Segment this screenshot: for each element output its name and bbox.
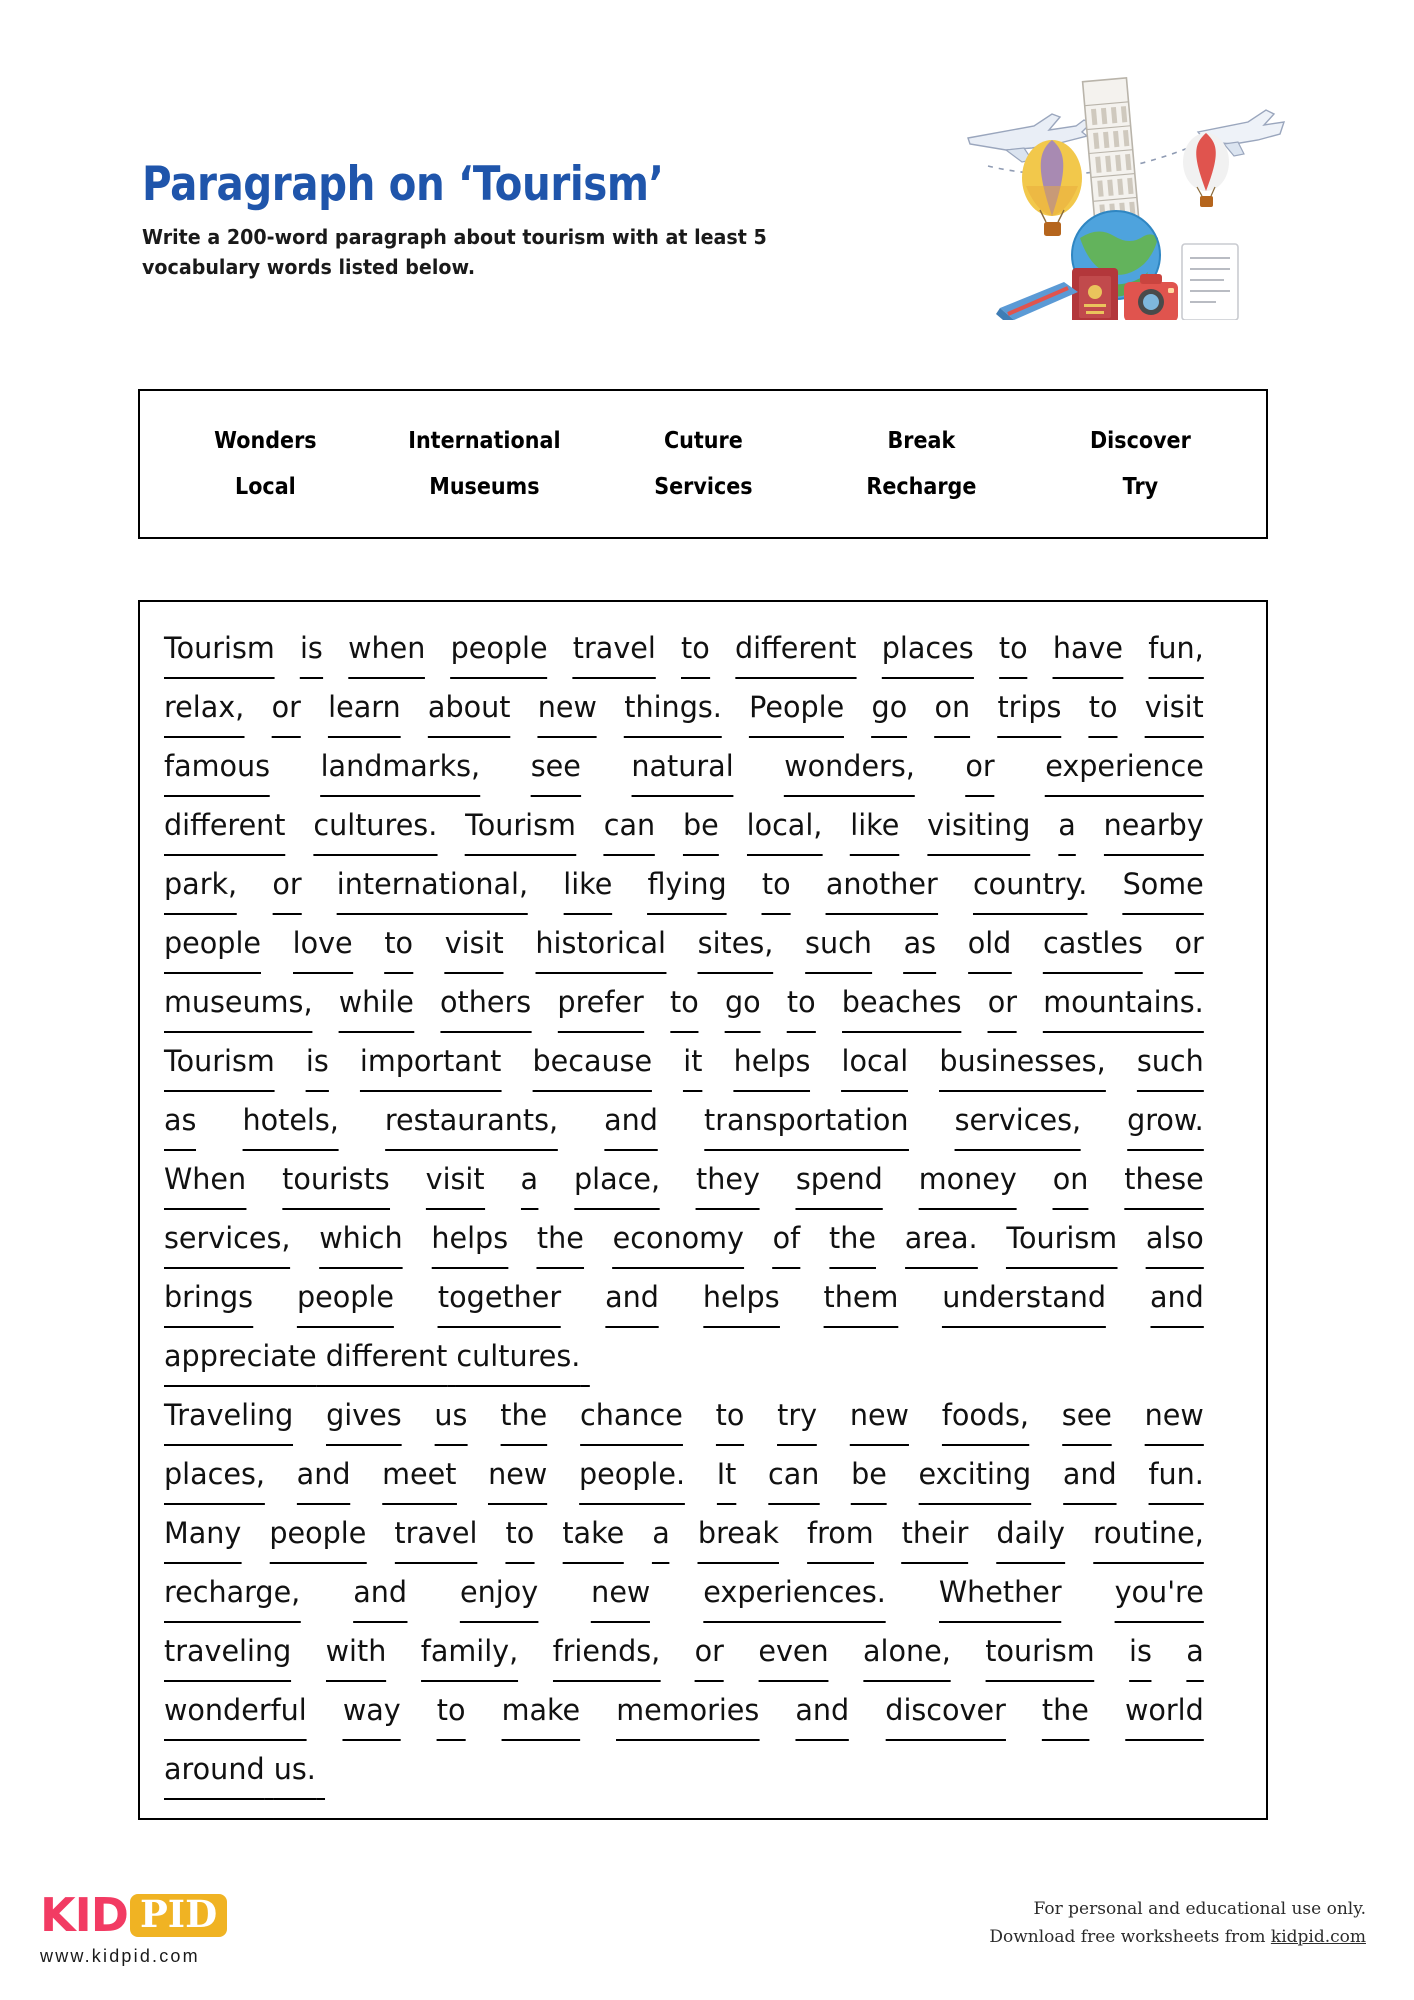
answer-word: learn — [328, 679, 400, 738]
answer-word: tourists — [282, 1151, 390, 1210]
answer-word: when — [348, 620, 425, 679]
answer-word: with — [326, 1623, 387, 1682]
answer-word: museums, — [164, 974, 313, 1033]
answer-line — [164, 1328, 1210, 1387]
answer-word: around — [164, 1741, 265, 1800]
answer-word: people — [297, 1269, 394, 1328]
answer-word: place, — [574, 1151, 660, 1210]
answer-word: people — [164, 915, 261, 974]
answer-word: brings — [164, 1269, 253, 1328]
answer-word: and — [604, 1092, 658, 1151]
answer-word: can — [768, 1446, 819, 1505]
answer-word: experiences. — [703, 1564, 886, 1623]
answer-word: family, — [421, 1623, 518, 1682]
answer-word: together — [438, 1269, 561, 1328]
answer-word: businesses, — [939, 1033, 1105, 1092]
answer-word: daily — [996, 1505, 1065, 1564]
answer-word: way — [343, 1682, 401, 1741]
answer-space — [317, 1328, 326, 1387]
answer-word: mountains. — [1043, 974, 1204, 1033]
answer-word: travel — [394, 1505, 477, 1564]
answer-word: to — [716, 1387, 745, 1446]
answer-line — [164, 1623, 1204, 1682]
answer-line — [164, 1269, 1204, 1328]
answer-word: world — [1125, 1682, 1204, 1741]
answer-word: fun, — [1148, 620, 1203, 679]
answer-word: places, — [164, 1446, 265, 1505]
answer-word: they — [696, 1151, 760, 1210]
answer-word: see — [531, 738, 581, 797]
answer-word: is — [306, 1033, 329, 1092]
answer-word: new — [538, 679, 597, 738]
answer-word: important — [360, 1033, 501, 1092]
answer-word: memories — [616, 1682, 759, 1741]
answer-word: fun. — [1148, 1446, 1203, 1505]
answer-word: area. — [905, 1210, 978, 1269]
answer-word: also — [1146, 1210, 1204, 1269]
answer-word: helps — [703, 1269, 780, 1328]
logo-pid-text: PID — [139, 1891, 218, 1936]
answer-word: Tourism — [465, 797, 576, 856]
answer-word: gives — [326, 1387, 402, 1446]
answer-word: Tourism — [164, 1033, 275, 1092]
answer-word: wonderful — [164, 1682, 307, 1741]
answer-word: different — [326, 1328, 448, 1387]
answer-word: to — [787, 974, 816, 1033]
answer-word: a — [652, 1505, 670, 1564]
answer-word: things. — [624, 679, 722, 738]
answer-word: love — [293, 915, 353, 974]
answer-word: money — [919, 1151, 1017, 1210]
answer-word: new — [488, 1446, 547, 1505]
answer-word: like — [563, 856, 612, 915]
answer-word: take — [562, 1505, 624, 1564]
answer-word: the — [537, 1210, 584, 1269]
page-title: Paragraph on ‘Tourism’ — [142, 157, 664, 212]
answer-word: the — [500, 1387, 547, 1446]
answer-space — [447, 1328, 456, 1387]
answer-word: routine, — [1093, 1505, 1204, 1564]
answer-word: us. — [274, 1741, 316, 1800]
logo-wordmark — [40, 1888, 340, 1942]
answer-word: and — [795, 1682, 849, 1741]
answer-word: people. — [579, 1446, 685, 1505]
answer-word: local, — [747, 797, 823, 856]
answer-word: Tourism — [164, 620, 275, 679]
answer-line — [164, 797, 1204, 856]
answer-word: it — [683, 1033, 702, 1092]
answer-word: recharge, — [164, 1564, 300, 1623]
answer-word: prefer — [557, 974, 643, 1033]
worksheet-header — [142, 157, 972, 283]
answer-line — [164, 974, 1204, 1033]
answer-word: international, — [337, 856, 528, 915]
logo-kid-text: KID — [40, 1888, 128, 1942]
answer-word: exciting — [919, 1446, 1032, 1505]
answer-word: us — [434, 1387, 467, 1446]
answer-word: famous — [164, 738, 270, 797]
answer-line — [164, 1446, 1204, 1505]
answer-word: is — [1129, 1623, 1152, 1682]
answer-area[interactable] — [138, 600, 1268, 1820]
vocabulary-word: International — [408, 428, 561, 454]
answer-space — [580, 1328, 589, 1387]
answer-word: nearby — [1104, 797, 1204, 856]
answer-word: flying — [647, 856, 726, 915]
vocabulary-word: Cuture — [663, 428, 743, 454]
kidpid-logo[interactable] — [40, 1888, 340, 1967]
answer-word: meet — [382, 1446, 456, 1505]
answer-word: cultures. — [456, 1328, 580, 1387]
answer-word: old — [968, 915, 1012, 974]
answer-word: these — [1124, 1151, 1203, 1210]
answer-word: to — [437, 1682, 466, 1741]
answer-word: to — [681, 620, 710, 679]
vocabulary-row-1 — [140, 428, 1266, 454]
answer-word: like — [850, 797, 899, 856]
answer-word: and — [297, 1446, 351, 1505]
answer-word: even — [758, 1623, 828, 1682]
logo-website-url[interactable]: www.kidpid.com — [40, 1946, 200, 1966]
vocabulary-word: Break — [887, 428, 956, 454]
answer-word: as — [164, 1092, 196, 1151]
answer-word: Traveling — [164, 1387, 293, 1446]
answer-word: Many — [164, 1505, 241, 1564]
answer-word: a — [521, 1151, 539, 1210]
answer-word: country. — [973, 856, 1087, 915]
answer-word: others — [440, 974, 531, 1033]
answer-word: can — [604, 797, 655, 856]
answer-word: new — [591, 1564, 650, 1623]
answer-word: sites, — [698, 915, 774, 974]
answer-word: have — [1053, 620, 1123, 679]
answer-word: wonders, — [784, 738, 915, 797]
answer-word: to — [999, 620, 1028, 679]
answer-line — [164, 1210, 1204, 1269]
answer-word: make — [502, 1682, 581, 1741]
answer-word: which — [319, 1210, 402, 1269]
answer-word: a — [1186, 1623, 1204, 1682]
answer-word: be — [851, 1446, 887, 1505]
answer-word: to — [762, 856, 791, 915]
usage-notice-line-1: For personal and educational use only. — [1033, 1899, 1366, 1919]
answer-word: and — [353, 1564, 407, 1623]
answer-word: spend — [796, 1151, 883, 1210]
answer-word: try — [777, 1387, 817, 1446]
answer-word: Whether — [939, 1564, 1062, 1623]
answer-line — [164, 679, 1204, 738]
answer-word: natural — [631, 738, 733, 797]
answer-word: such — [1137, 1033, 1204, 1092]
answer-word: appreciate — [164, 1328, 317, 1387]
answer-word: or — [695, 1623, 724, 1682]
vocabulary-word: Museums — [429, 474, 540, 500]
answer-word: relax, — [164, 679, 244, 738]
answer-word: or — [988, 974, 1017, 1033]
suitcase-icon — [996, 282, 1078, 320]
vocabulary-word: Try — [1122, 474, 1159, 500]
passport-icon — [1072, 268, 1118, 320]
answer-line — [164, 856, 1204, 915]
answer-word: people — [269, 1505, 366, 1564]
instruction-text: Write a 200-word paragraph about tourism with at least 5 vocabulary words listed below. — [142, 225, 767, 280]
answer-word: be — [683, 797, 719, 856]
answer-line — [164, 1505, 1204, 1564]
answer-word: or — [965, 738, 994, 797]
answer-line — [164, 1033, 1204, 1092]
answer-word: different — [164, 797, 286, 856]
answer-word: Tourism — [1006, 1210, 1117, 1269]
answer-line — [164, 1151, 1204, 1210]
paragraph-answer-text — [164, 620, 1242, 1800]
answer-word: park, — [164, 856, 237, 915]
answer-word: helps — [431, 1210, 508, 1269]
answer-word: restaurants, — [385, 1092, 558, 1151]
answer-word: foods, — [942, 1387, 1029, 1446]
download-prefix-text: Download free worksheets from — [989, 1927, 1271, 1948]
answer-word: services, — [955, 1092, 1082, 1151]
hot-air-balloon-icon — [1022, 140, 1082, 236]
answer-word: from — [807, 1505, 874, 1564]
answer-line — [164, 738, 1204, 797]
answer-word: go — [872, 679, 908, 738]
answer-word: another — [826, 856, 938, 915]
document-icon — [1182, 244, 1238, 320]
answer-word: chance — [580, 1387, 683, 1446]
vocabulary-word: Recharge — [866, 474, 977, 500]
answer-word: on — [935, 679, 971, 738]
answer-word: It — [717, 1446, 737, 1505]
vocabulary-word: Local — [235, 474, 296, 500]
travel-collage-illustration — [948, 70, 1288, 320]
answer-word: friends, — [553, 1623, 661, 1682]
answer-space — [316, 1741, 325, 1800]
answer-word: alone, — [863, 1623, 951, 1682]
answer-word: to — [506, 1505, 535, 1564]
answer-word: and — [1150, 1269, 1204, 1328]
hot-air-balloon-icon — [1183, 133, 1229, 207]
vocabulary-word-bank — [138, 389, 1268, 539]
answer-space — [265, 1741, 274, 1800]
answer-word: the — [829, 1210, 876, 1269]
answer-word: experience — [1045, 738, 1204, 797]
answer-word: economy — [613, 1210, 744, 1269]
answer-word: new — [1145, 1387, 1204, 1446]
answer-word: as — [904, 915, 936, 974]
answer-line — [164, 1682, 1204, 1741]
answer-word: or — [1175, 915, 1204, 974]
usage-notice — [989, 1895, 1366, 1951]
answer-word: Some — [1123, 856, 1204, 915]
answer-word: new — [850, 1387, 909, 1446]
logo-pid-chip — [130, 1891, 227, 1937]
vocabulary-row-2 — [140, 474, 1266, 500]
answer-word: discover — [885, 1682, 1006, 1741]
answer-line — [164, 1741, 1210, 1800]
vocabulary-word: Services — [653, 474, 753, 500]
answer-line — [164, 1092, 1204, 1151]
answer-word: visit — [445, 915, 504, 974]
answer-word: because — [532, 1033, 652, 1092]
answer-word: is — [300, 620, 323, 679]
answer-word: historical — [535, 915, 666, 974]
vocabulary-word: Discover — [1090, 428, 1192, 454]
answer-word: or — [272, 856, 301, 915]
answer-word: understand — [942, 1269, 1106, 1328]
answer-word: and — [605, 1269, 659, 1328]
answer-word: see — [1062, 1387, 1112, 1446]
answer-word: to — [670, 974, 699, 1033]
answer-word: transportation — [704, 1092, 909, 1151]
answer-word: break — [698, 1505, 779, 1564]
answer-word: different — [735, 620, 857, 679]
answer-word: local — [842, 1033, 909, 1092]
answer-word: traveling — [164, 1623, 291, 1682]
answer-word: services, — [164, 1210, 291, 1269]
answer-word: helps — [734, 1033, 811, 1092]
answer-word: places — [882, 620, 974, 679]
answer-line — [164, 1387, 1204, 1446]
answer-word: visiting — [927, 797, 1030, 856]
answer-word: hotels, — [242, 1092, 338, 1151]
usage-notice-line-2 — [989, 1923, 1366, 1951]
answer-word: while — [339, 974, 414, 1033]
kidpid-link[interactable]: kidpid.com — [1270, 1927, 1366, 1948]
answer-word: to — [384, 915, 413, 974]
answer-word: the — [1042, 1682, 1089, 1741]
answer-line — [164, 915, 1204, 974]
answer-word: People — [749, 679, 844, 738]
answer-word: people — [451, 620, 548, 679]
answer-word: and — [1063, 1446, 1117, 1505]
answer-word: tourism — [985, 1623, 1094, 1682]
answer-word: about — [428, 679, 511, 738]
answer-word: visit — [1145, 679, 1204, 738]
answer-word: you're — [1115, 1564, 1204, 1623]
answer-word: their — [902, 1505, 969, 1564]
answer-word: enjoy — [460, 1564, 538, 1623]
answer-word: them — [824, 1269, 899, 1328]
vocabulary-word: Wonders — [214, 428, 317, 454]
answer-word: to — [1089, 679, 1118, 738]
answer-word: beaches — [842, 974, 962, 1033]
answer-word: a — [1058, 797, 1076, 856]
answer-line — [164, 620, 1204, 679]
answer-word: cultures. — [313, 797, 437, 856]
answer-word: of — [773, 1210, 801, 1269]
answer-word: or — [272, 679, 301, 738]
answer-word: visit — [426, 1151, 485, 1210]
answer-word: trips — [997, 679, 1061, 738]
answer-word: grow. — [1127, 1092, 1204, 1151]
answer-word: castles — [1043, 915, 1143, 974]
answer-word: go — [725, 974, 761, 1033]
answer-word: on — [1053, 1151, 1089, 1210]
answer-word: such — [805, 915, 872, 974]
answer-word: When — [164, 1151, 246, 1210]
answer-word: travel — [573, 620, 656, 679]
answer-line — [164, 1564, 1204, 1623]
answer-word: landmarks, — [321, 738, 481, 797]
